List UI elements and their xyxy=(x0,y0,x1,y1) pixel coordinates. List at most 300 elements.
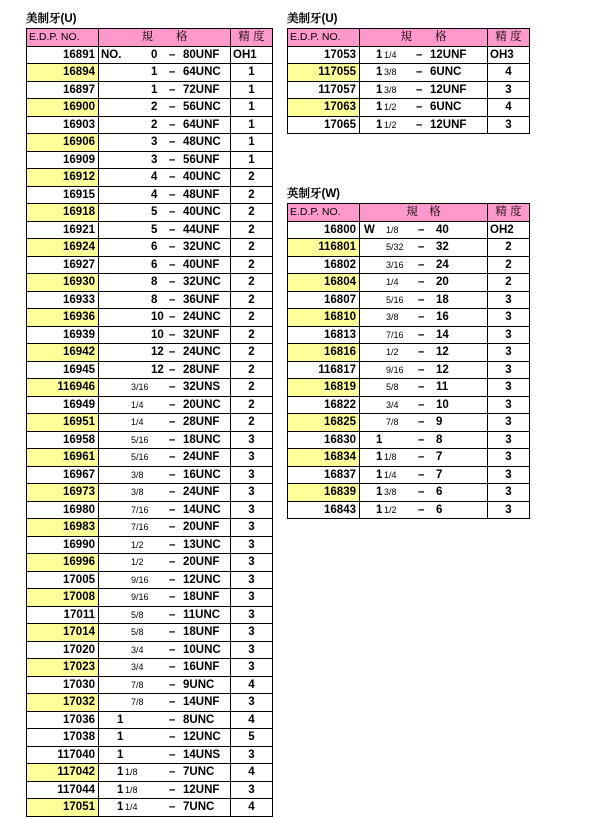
edp-number: 17005 xyxy=(27,571,99,589)
table-row xyxy=(27,414,273,432)
spec-cell xyxy=(99,431,231,449)
spec-cell xyxy=(99,659,231,677)
spec-cell xyxy=(99,781,231,799)
spec-whole: 1 xyxy=(117,766,124,778)
spec-fraction: 3/16 xyxy=(131,382,149,392)
spec-size: 3 xyxy=(151,136,158,148)
spec-dash: – xyxy=(416,83,423,96)
grade: 2 xyxy=(488,256,530,274)
spec-thread: 6UNC xyxy=(430,66,462,78)
table-row xyxy=(288,309,530,327)
spec-thread: 48UNC xyxy=(183,136,221,148)
spec-cell xyxy=(360,291,488,309)
table-row xyxy=(288,466,530,484)
spec-dash: – xyxy=(169,153,176,166)
table-row xyxy=(27,466,273,484)
grade: 3 xyxy=(231,746,273,764)
grade: 1 xyxy=(231,134,273,152)
grade: OH1 xyxy=(231,46,273,64)
spec-dash: – xyxy=(169,223,176,236)
spec-whole: 1 xyxy=(376,433,383,446)
edp-number: 16891 xyxy=(27,46,99,64)
grade: 2 xyxy=(231,291,273,309)
spec-whole: 1 xyxy=(376,66,383,78)
edp-number: 117044 xyxy=(27,781,99,799)
spec-cell xyxy=(360,221,488,239)
table-row xyxy=(27,256,273,274)
spec-dash: – xyxy=(169,801,176,813)
spec-dash: – xyxy=(169,363,176,376)
spec-fraction: 3/4 xyxy=(386,399,399,410)
spec-whole: 1 xyxy=(376,118,383,131)
table-row xyxy=(27,729,273,747)
grade: 1 xyxy=(231,99,273,117)
table-row xyxy=(27,204,273,222)
spec-fraction: 3/8 xyxy=(131,469,144,480)
spec-fraction: 3/4 xyxy=(131,644,144,655)
spec-thread: 28UNF xyxy=(183,416,220,428)
spec-dash: – xyxy=(169,486,176,498)
spec-thread: 18UNC xyxy=(183,433,221,446)
header-edp: E.D.P. NO. xyxy=(288,29,360,47)
spec-dash: – xyxy=(169,171,176,183)
spec-thread: 32UNC xyxy=(183,241,221,253)
edp-number: 117055 xyxy=(288,64,360,82)
grade: 4 xyxy=(231,799,273,817)
spec-cell xyxy=(360,256,488,274)
spec-cell xyxy=(99,536,231,554)
spec-size: 12 xyxy=(151,346,164,358)
spec-thread: 6 xyxy=(436,486,443,498)
edp-number: 16900 xyxy=(27,99,99,117)
spec-cell xyxy=(99,46,231,64)
spec-fraction: 5/8 xyxy=(131,609,144,620)
spec-size: 12 xyxy=(151,363,164,376)
spec-thread: 24UNC xyxy=(183,346,221,358)
spec-size: 8 xyxy=(151,276,158,288)
grade: 2 xyxy=(488,239,530,257)
edp-number: 17014 xyxy=(27,624,99,642)
edp-number: 16939 xyxy=(27,326,99,344)
edp-number: 16936 xyxy=(27,309,99,327)
grade: OH3 xyxy=(488,46,530,64)
spec-cell xyxy=(99,414,231,432)
spec-thread: 16UNF xyxy=(183,661,220,673)
spec-dash: – xyxy=(169,188,176,201)
spec-fraction: 7/16 xyxy=(131,504,149,515)
grade: 3 xyxy=(488,396,530,414)
spec-fraction: 3/8 xyxy=(384,487,397,497)
edp-number: 17038 xyxy=(27,729,99,747)
spec-thread: 7 xyxy=(436,451,443,463)
edp-number: 116801 xyxy=(288,239,360,257)
edp-number: 16807 xyxy=(288,291,360,309)
spec-dash: – xyxy=(169,643,176,656)
spec-dash: – xyxy=(418,311,425,323)
spec-dash: – xyxy=(169,451,176,463)
edp-number: 17011 xyxy=(27,606,99,624)
grade: 3 xyxy=(231,589,273,607)
table-row xyxy=(288,379,530,397)
spec-dash: – xyxy=(169,48,176,61)
grade: 3 xyxy=(488,466,530,484)
spec-cell xyxy=(99,186,231,204)
spec-cell xyxy=(360,344,488,362)
spec-cell xyxy=(360,431,488,449)
spec-size: 1 xyxy=(151,83,158,96)
table-row xyxy=(27,81,273,99)
edp-number: 16945 xyxy=(27,361,99,379)
grade: 4 xyxy=(488,64,530,82)
edp-number: 16800 xyxy=(288,221,360,239)
spec-dash: – xyxy=(169,556,176,568)
edp-number: 17032 xyxy=(27,694,99,712)
spec-fraction: 7/16 xyxy=(386,329,404,340)
edp-number: 16834 xyxy=(288,449,360,467)
table-title: 英制牙(W) xyxy=(287,188,341,200)
spec-whole: 1 xyxy=(376,451,383,463)
spec-thread: 40UNF xyxy=(183,258,220,271)
spec-dash: – xyxy=(169,696,176,708)
edp-number: 16973 xyxy=(27,484,99,502)
spec-dash: – xyxy=(416,101,423,113)
spec-thread: 7 xyxy=(436,468,443,481)
spec-thread: 12UNC xyxy=(183,731,221,743)
spec-dash: – xyxy=(169,293,176,306)
spec-cell xyxy=(99,291,231,309)
spec-dash: – xyxy=(416,66,423,78)
spec-fraction: 1/2 xyxy=(384,504,397,515)
edp-number: 16894 xyxy=(27,64,99,82)
grade: 4 xyxy=(231,676,273,694)
table-row xyxy=(27,449,273,467)
spec-fraction: 1/8 xyxy=(125,784,138,795)
spec-cell xyxy=(360,379,488,397)
edp-number: 16903 xyxy=(27,116,99,134)
spec-cell xyxy=(360,116,488,134)
edp-number: 16958 xyxy=(27,431,99,449)
spec-cell xyxy=(99,99,231,117)
spec-fraction: 3/8 xyxy=(131,487,144,497)
spec-size: 2 xyxy=(151,101,158,113)
spec-thread: 80UNF xyxy=(183,48,220,61)
spec-dash: – xyxy=(169,241,176,253)
edp-number: 16983 xyxy=(27,519,99,537)
edp-number: 17030 xyxy=(27,676,99,694)
spec-thread: 40UNC xyxy=(183,206,221,218)
spec-thread: 13UNC xyxy=(183,538,221,551)
spec-prefix: NO. xyxy=(101,48,122,61)
spec-thread: 12UNF xyxy=(183,783,220,796)
edp-number: 16990 xyxy=(27,536,99,554)
spec-fraction: 9/16 xyxy=(131,574,149,585)
grade: 3 xyxy=(231,781,273,799)
spec-thread: 64UNF xyxy=(183,118,220,131)
table-row xyxy=(27,221,273,239)
spec-size: 4 xyxy=(151,171,158,183)
edp-number: 117042 xyxy=(27,764,99,782)
grade: 3 xyxy=(488,291,530,309)
table-row xyxy=(27,361,273,379)
spec-fraction: 1/2 xyxy=(386,347,399,357)
table-row xyxy=(27,659,273,677)
spec-thread: 32UNF xyxy=(183,328,220,341)
spec-thread: 16 xyxy=(436,311,449,323)
spec-size: 3 xyxy=(151,153,158,166)
spec-thread: 24UNC xyxy=(183,311,221,323)
spec-cell xyxy=(99,624,231,642)
spec-thread: 48UNF xyxy=(183,188,220,201)
table-row xyxy=(27,396,273,414)
spec-dash: – xyxy=(169,521,176,533)
table-row xyxy=(27,64,273,82)
edp-number: 16897 xyxy=(27,81,99,99)
grade: 4 xyxy=(231,711,273,729)
spec-cell xyxy=(99,466,231,484)
spec-cell xyxy=(99,204,231,222)
spec-whole: 1 xyxy=(117,731,124,743)
edp-number: 16802 xyxy=(288,256,360,274)
spec-size: 5 xyxy=(151,206,158,218)
spec-dash: – xyxy=(169,66,176,78)
spec-cell xyxy=(99,116,231,134)
spec-fraction: 3/16 xyxy=(386,259,404,270)
edp-number: 16830 xyxy=(288,431,360,449)
edp-number: 16906 xyxy=(27,134,99,152)
spec-fraction: 3/8 xyxy=(384,67,397,77)
spec-fraction: 1/4 xyxy=(384,49,397,60)
spec-dash: – xyxy=(169,136,176,148)
table-row xyxy=(27,554,273,572)
spec-cell xyxy=(360,81,488,99)
edp-number: 16804 xyxy=(288,274,360,292)
table-row xyxy=(288,81,530,99)
spec-dash: – xyxy=(169,118,176,131)
grade: 3 xyxy=(231,694,273,712)
spec-thread: 12UNC xyxy=(183,573,221,586)
spec-thread: 44UNF xyxy=(183,223,220,236)
spec-cell xyxy=(99,729,231,747)
edp-number: 16927 xyxy=(27,256,99,274)
spec-cell xyxy=(99,344,231,362)
edp-number: 16915 xyxy=(27,186,99,204)
spec-whole: 1 xyxy=(376,101,383,113)
header-edp: E.D.P. NO. xyxy=(288,204,360,222)
spec-cell xyxy=(99,484,231,502)
spec-thread: 20 xyxy=(436,276,449,288)
spec-dash: – xyxy=(418,328,425,341)
spec-size: 6 xyxy=(151,258,158,271)
spec-dash: – xyxy=(169,713,176,726)
spec-fraction: 1/4 xyxy=(384,469,397,480)
spec-thread: 28UNF xyxy=(183,363,220,376)
grade: 2 xyxy=(231,239,273,257)
edp-number: 16837 xyxy=(288,466,360,484)
edp-number: 17065 xyxy=(288,116,360,134)
edp-number: 16980 xyxy=(27,501,99,519)
spec-dash: – xyxy=(169,83,176,96)
table-row xyxy=(27,169,273,187)
edp-number: 17023 xyxy=(27,659,99,677)
spec-thread: 56UNF xyxy=(183,153,220,166)
spec-thread: 32 xyxy=(436,241,449,253)
spec-fraction: 3/8 xyxy=(386,312,399,322)
spec-table-us-2 xyxy=(287,28,530,134)
grade: 2 xyxy=(231,186,273,204)
table-row xyxy=(27,46,273,64)
spec-dash: – xyxy=(416,118,423,131)
table-row xyxy=(27,291,273,309)
spec-cell xyxy=(360,466,488,484)
spec-cell xyxy=(360,46,488,64)
table-row xyxy=(27,501,273,519)
spec-prefix: W xyxy=(364,223,375,236)
spec-thread: 6 xyxy=(436,503,443,516)
spec-dash: – xyxy=(169,661,176,673)
grade: 2 xyxy=(231,309,273,327)
table-row xyxy=(27,711,273,729)
spec-cell xyxy=(99,361,231,379)
edp-number: 17063 xyxy=(288,99,360,117)
spec-whole: 1 xyxy=(376,48,383,61)
spec-cell xyxy=(99,746,231,764)
spec-whole: 1 xyxy=(117,783,124,796)
grade: 2 xyxy=(488,274,530,292)
edp-number: 16810 xyxy=(288,309,360,327)
spec-cell xyxy=(99,81,231,99)
spec-cell xyxy=(99,449,231,467)
table-row xyxy=(27,151,273,169)
spec-size: 2 xyxy=(151,118,158,131)
spec-cell xyxy=(99,519,231,537)
spec-thread: 9 xyxy=(436,416,443,428)
spec-cell xyxy=(99,151,231,169)
table-row xyxy=(27,589,273,607)
grade: 3 xyxy=(488,484,530,502)
table-row xyxy=(288,501,530,519)
spec-fraction: 9/16 xyxy=(131,592,149,602)
table-row xyxy=(27,134,273,152)
spec-thread: 40UNC xyxy=(183,171,221,183)
grade: 3 xyxy=(231,536,273,554)
spec-cell xyxy=(99,501,231,519)
spec-cell xyxy=(360,239,488,257)
spec-dash: – xyxy=(418,398,425,411)
table-row xyxy=(288,449,530,467)
spec-dash: – xyxy=(169,206,176,218)
table-row xyxy=(288,256,530,274)
spec-thread: 12 xyxy=(436,363,449,376)
spec-thread: 20UNC xyxy=(183,398,221,411)
table-row xyxy=(27,676,273,694)
spec-cell xyxy=(99,571,231,589)
spec-fraction: 5/16 xyxy=(131,452,149,462)
table-row xyxy=(288,64,530,82)
table-row xyxy=(27,781,273,799)
grade: 2 xyxy=(231,379,273,397)
spec-fraction: 1/4 xyxy=(131,417,144,427)
spec-dash: – xyxy=(169,276,176,288)
edp-number: 17036 xyxy=(27,711,99,729)
spec-size: 5 xyxy=(151,223,158,236)
table-row xyxy=(288,274,530,292)
spec-whole: 1 xyxy=(117,748,124,761)
table-row xyxy=(27,239,273,257)
grade: 4 xyxy=(488,99,530,117)
spec-whole: 1 xyxy=(376,468,383,481)
spec-dash: – xyxy=(418,276,425,288)
spec-fraction: 5/8 xyxy=(386,382,399,392)
spec-dash: – xyxy=(169,503,176,516)
table-row xyxy=(27,746,273,764)
edp-number: 16924 xyxy=(27,239,99,257)
spec-table-us-1 xyxy=(26,28,273,817)
grade: 3 xyxy=(488,361,530,379)
grade: 3 xyxy=(231,571,273,589)
spec-fraction: 1/2 xyxy=(131,557,144,567)
spec-cell xyxy=(360,361,488,379)
spec-dash: – xyxy=(418,223,425,236)
spec-dash: – xyxy=(418,258,425,271)
spec-thread: 12UNF xyxy=(430,83,467,96)
spec-whole: 1 xyxy=(376,83,383,96)
spec-dash: – xyxy=(418,363,425,376)
header-grade: 精 度 xyxy=(488,29,530,47)
spec-fraction: 7/8 xyxy=(131,697,144,707)
spec-dash: – xyxy=(418,381,425,393)
spec-thread: 64UNC xyxy=(183,66,221,78)
spec-thread: 14UNC xyxy=(183,503,221,516)
spec-cell xyxy=(360,274,488,292)
spec-cell xyxy=(99,379,231,397)
spec-fraction: 1/4 xyxy=(125,802,138,812)
table-row xyxy=(288,396,530,414)
spec-cell xyxy=(99,694,231,712)
grade: 2 xyxy=(231,169,273,187)
table-row xyxy=(288,344,530,362)
table-row xyxy=(27,484,273,502)
grade: 3 xyxy=(488,379,530,397)
spec-fraction: 5/8 xyxy=(131,627,144,637)
spec-cell xyxy=(360,99,488,117)
spec-cell xyxy=(99,221,231,239)
spec-cell xyxy=(360,501,488,519)
spec-dash: – xyxy=(169,608,176,621)
table-row xyxy=(288,361,530,379)
spec-cell xyxy=(99,711,231,729)
grade: 3 xyxy=(488,449,530,467)
spec-dash: – xyxy=(416,48,423,61)
header-spec: 規 格 xyxy=(360,204,488,222)
spec-size: 10 xyxy=(151,328,164,341)
spec-fraction: 1/8 xyxy=(125,767,138,777)
spec-cell xyxy=(99,274,231,292)
edp-number: 16819 xyxy=(288,379,360,397)
table-row xyxy=(27,274,273,292)
table-row xyxy=(27,624,273,642)
grade: 3 xyxy=(488,414,530,432)
spec-fraction: 3/4 xyxy=(131,662,144,672)
edp-number: 16921 xyxy=(27,221,99,239)
spec-thread: 18 xyxy=(436,293,449,306)
table-row xyxy=(288,326,530,344)
spec-cell xyxy=(99,169,231,187)
spec-thread: 40 xyxy=(436,223,449,236)
spec-fraction: 7/16 xyxy=(131,522,149,532)
edp-number: 16843 xyxy=(288,501,360,519)
spec-cell xyxy=(99,326,231,344)
spec-dash: – xyxy=(169,678,176,691)
